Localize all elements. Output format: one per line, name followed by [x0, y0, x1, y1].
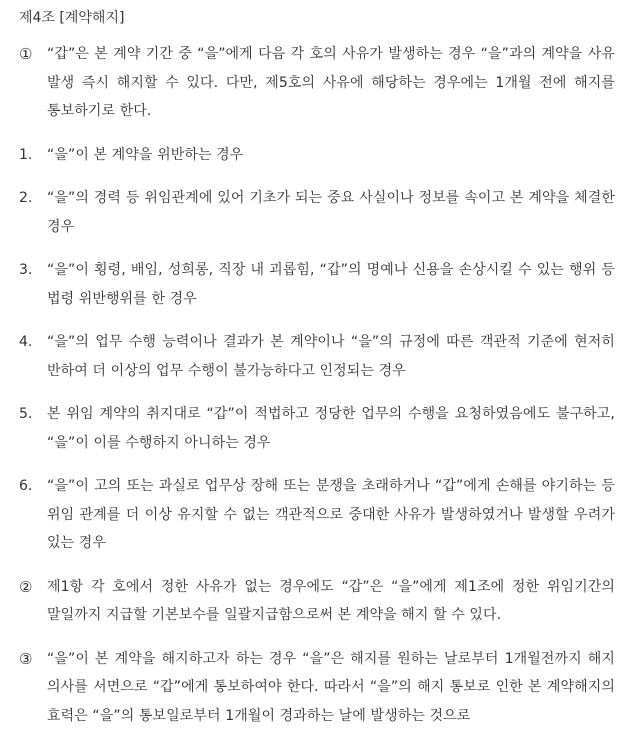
list-item-number: 4.: [19, 328, 47, 356]
list-item-2: [19, 184, 615, 241]
paragraph-text: “을”이 본 계약을 해지하고자 하는 경우 “을”은 해지를 원하는 날로부터 1개월전까지 해지 의사를 서면으로 “갑”에게 통보하여야 한다. 따라서 “을”의 해지 통보로 인한 본 계약해지의 효력은 “을”의 통보일로부터 1개월이 경과하는 날에 발생하는 것으로: [47, 645, 615, 730]
paragraph-1: [19, 40, 615, 126]
list-item-text: “을”의 업무 수행 능력이나 결과가 본 계약이나 “을”의 규정에 따른 객관적 기준에 현저히 반하여 더 이상의 업무 수행이 불가능하다고 인정되는 경우: [47, 328, 615, 385]
paragraph-text: 제1항 각 호에서 정한 사유가 없는 경우에도 “갑”은 “을”에게 제1조에 정한 위임기간의 말일까지 지급할 기본보수를 일괄지급함으로써 본 계약을 해지 할 수 있다.: [47, 573, 615, 630]
list-item-text: “을”이 횡령, 배임, 성희롱, 직장 내 괴롭힘, “갑”의 명예나 신용을 손상시킬 수 있는 행위 등 법령 위반행위를 한 경우: [47, 256, 615, 313]
list-item-number: 3.: [19, 256, 47, 284]
paragraph-marker: ③: [19, 645, 47, 673]
list-item-number: 6.: [19, 472, 47, 500]
list-item-text: 본 위임 계약의 취지대로 “갑”이 적법하고 정당한 업무의 수행을 요청하였음에도 불구하고, “을”이 이를 수행하지 아니하는 경우: [47, 400, 615, 457]
list-item-6: [19, 472, 615, 558]
paragraph-3: [19, 645, 615, 730]
list-item-text: “을”이 본 계약을 위반하는 경우: [47, 141, 615, 170]
list-item-text: “을”이 고의 또는 과실로 업무상 장해 또는 분쟁을 초래하거나 “갑”에게 손해를 야기하는 등 위임 관계를 더 이상 유지할 수 없는 객관적으로 중대한 사유가 발생하였거나 발생할 우려가 있는 경우: [47, 472, 615, 558]
list-item-1: [19, 141, 615, 170]
list-item-number: 5.: [19, 400, 47, 428]
paragraph-2: [19, 573, 615, 630]
list-item-4: [19, 328, 615, 385]
article-title: 제4조 [계약해지]: [19, 7, 615, 29]
list-item-5: [19, 400, 615, 457]
paragraph-marker: ②: [19, 573, 47, 601]
list-item-3: [19, 256, 615, 313]
list-item-text: “을”의 경력 등 위임관계에 있어 기초가 되는 중요 사실이나 정보를 속이고 본 계약을 체결한 경우: [47, 184, 615, 241]
list-item-number: 1.: [19, 141, 47, 169]
paragraph-text: “갑”은 본 계약 기간 중 “을”에게 다음 각 호의 사유가 발생하는 경우 “을”과의 계약을 사유 발생 즉시 해지할 수 있다. 다만, 제5호의 사유에 해당하는 경우에는 1개월 전에 해지를 통보하기로 한다.: [47, 40, 615, 126]
list-item-number: 2.: [19, 184, 47, 212]
paragraph-marker: ①: [19, 40, 47, 68]
